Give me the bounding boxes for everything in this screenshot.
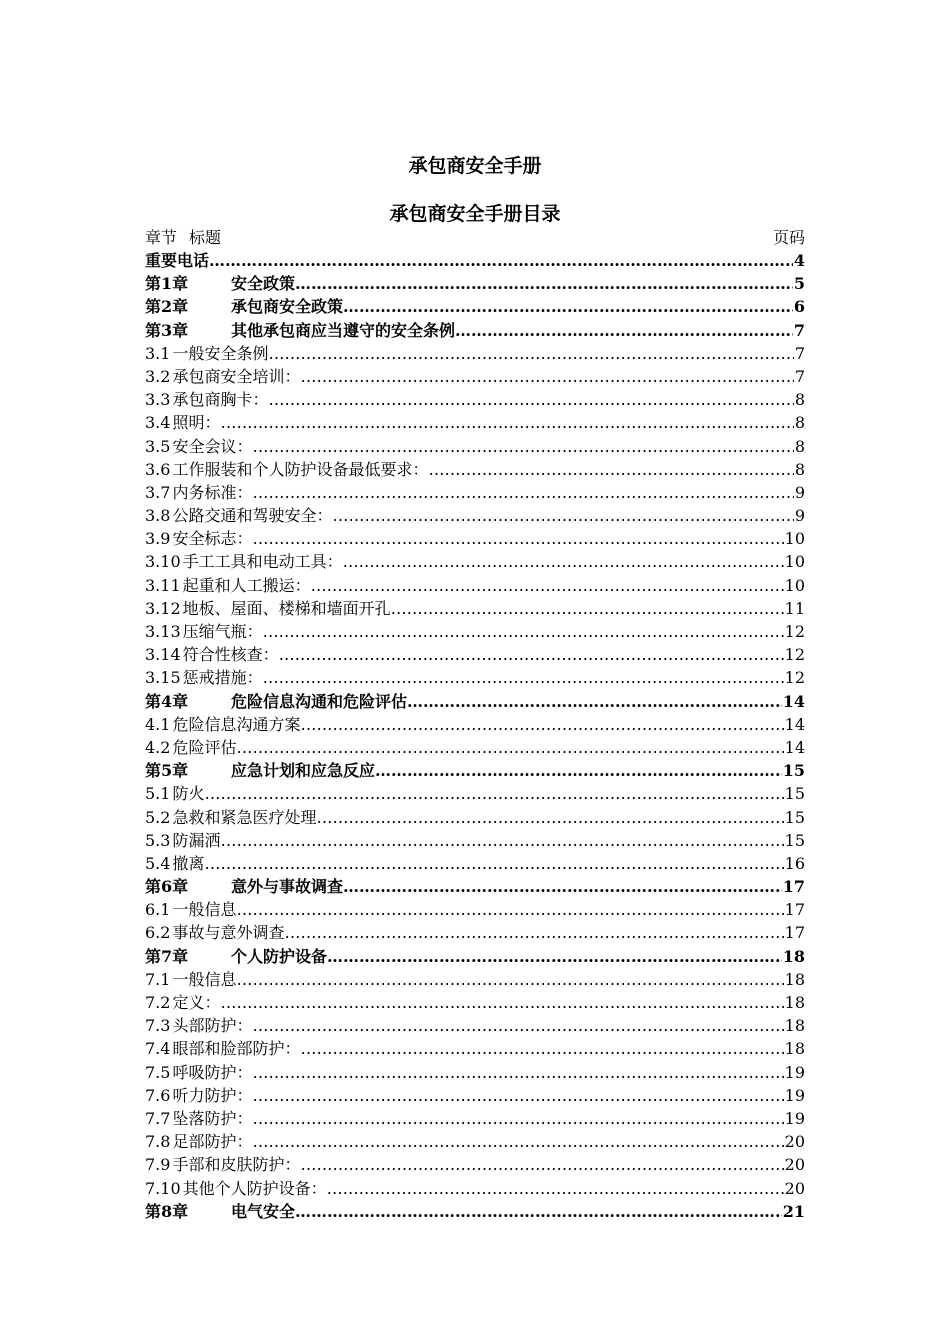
toc-entry-number: 7.5 bbox=[145, 1062, 171, 1082]
toc-section-entry[interactable] bbox=[145, 1084, 805, 1107]
toc-dot-leader bbox=[375, 759, 782, 782]
toc-entry-page: 18 bbox=[782, 946, 805, 966]
toc-entry-page: 5 bbox=[793, 274, 805, 294]
toc-section-entry[interactable] bbox=[145, 435, 805, 458]
toc-dot-leader bbox=[236, 898, 783, 921]
toc-entry-title: 急救和紧急医疗处理 bbox=[172, 807, 317, 827]
document-title: 承包商安全手册 bbox=[408, 155, 542, 177]
toc-dot-leader bbox=[428, 458, 793, 481]
toc-entry-number: 第1章 bbox=[145, 274, 189, 294]
toc-entry-title: 应急计划和应急反应 bbox=[231, 761, 376, 781]
toc-dot-leader bbox=[209, 249, 793, 272]
toc-section-entry[interactable] bbox=[145, 1061, 805, 1084]
toc-entry-title: 公路交通和驾驶安全： bbox=[172, 506, 333, 526]
toc-entry-number: 3.11 bbox=[145, 575, 181, 595]
toc-entry-page: 18 bbox=[784, 993, 805, 1012]
toc-dot-leader bbox=[300, 1037, 783, 1060]
toc-entry-number: 第7章 bbox=[145, 946, 189, 966]
toc-entry-title: 眼部和脸部防护： bbox=[172, 1039, 301, 1059]
toc-entry-number: 3.6 bbox=[145, 459, 171, 479]
toc-entry-page: 19 bbox=[784, 1085, 805, 1105]
toc-entry-title: 撤离 bbox=[172, 853, 205, 873]
toc-section-entry[interactable] bbox=[145, 713, 805, 736]
toc-dot-leader bbox=[252, 1107, 783, 1130]
toc-dot-leader bbox=[343, 550, 784, 573]
toc-header-title: 标题 bbox=[189, 228, 222, 247]
toc-list bbox=[145, 249, 805, 1223]
toc-section-entry[interactable] bbox=[145, 458, 805, 481]
toc-dot-leader bbox=[295, 272, 793, 295]
toc-entry-number: 7.2 bbox=[145, 993, 171, 1012]
toc-entry-page: 7 bbox=[794, 366, 805, 386]
toc-entry-title: 地板、屋面、楼梯和墙面开孔 bbox=[182, 598, 391, 618]
toc-entry-number: 7.1 bbox=[145, 969, 171, 989]
toc-chapter-entry[interactable] bbox=[145, 319, 805, 342]
toc-entry-title: 听力防护： bbox=[172, 1085, 253, 1105]
toc-dot-leader bbox=[252, 527, 783, 550]
toc-entry-title: 工作服装和个人防护设备最低要求： bbox=[172, 459, 429, 479]
toc-section-entry[interactable] bbox=[145, 898, 805, 921]
toc-entry-page: 14 bbox=[782, 691, 805, 711]
toc-section-entry[interactable] bbox=[145, 666, 805, 689]
toc-section-entry[interactable] bbox=[145, 1107, 805, 1130]
toc-entry-number: 7.6 bbox=[145, 1085, 171, 1105]
toc-entry-title: 安全会议： bbox=[172, 436, 253, 456]
toc-entry-number: 3.14 bbox=[145, 645, 181, 665]
toc-section-entry[interactable] bbox=[145, 620, 805, 643]
toc-section-entry[interactable] bbox=[145, 1153, 805, 1176]
toc-dot-leader bbox=[311, 574, 784, 597]
toc-entry-number: 3.8 bbox=[145, 506, 171, 526]
toc-entry-title: 一般信息 bbox=[172, 900, 237, 920]
toc-entry-page: 18 bbox=[784, 1016, 805, 1036]
toc-chapter-entry[interactable] bbox=[145, 1200, 805, 1223]
toc-entry-page: 10 bbox=[784, 529, 805, 549]
toc-entry-number: 6.1 bbox=[145, 900, 171, 920]
toc-dot-leader bbox=[300, 1153, 783, 1176]
toc-dot-leader bbox=[343, 295, 793, 318]
toc-dot-leader bbox=[279, 643, 784, 666]
toc-entry-title: 呼吸防护： bbox=[172, 1062, 253, 1082]
toc-dot-leader bbox=[327, 945, 782, 968]
toc-entry-number: 3.13 bbox=[145, 622, 181, 641]
toc-entry-number: 第3章 bbox=[145, 320, 189, 340]
toc-entry-page: 11 bbox=[784, 598, 805, 618]
toc-chapter-entry[interactable] bbox=[145, 249, 805, 272]
toc-entry-page: 14 bbox=[784, 737, 805, 757]
toc-section-entry[interactable] bbox=[145, 1014, 805, 1037]
toc-entry-title: 内务标准： bbox=[172, 482, 253, 502]
toc-chapter-entry[interactable] bbox=[145, 690, 805, 713]
toc-entry-title: 一般安全条例 bbox=[172, 343, 269, 363]
toc-entry-number: 3.5 bbox=[145, 436, 171, 456]
toc-dot-leader bbox=[268, 388, 793, 411]
toc-entry-number: 4.1 bbox=[145, 714, 171, 734]
toc-entry-number: 第4章 bbox=[145, 691, 189, 711]
toc-entry-number: 3.7 bbox=[145, 482, 171, 502]
toc-section-entry[interactable] bbox=[145, 806, 805, 829]
toc-entry-page: 21 bbox=[782, 1201, 805, 1221]
toc-dot-leader bbox=[236, 736, 783, 759]
toc-entry-number: 3.9 bbox=[145, 529, 171, 549]
toc-entry-page: 15 bbox=[784, 830, 805, 850]
toc-dot-leader bbox=[263, 666, 784, 689]
toc-entry-page: 6 bbox=[793, 297, 805, 317]
toc-entry-title: 起重和人工搬运： bbox=[182, 575, 311, 595]
toc-entry-page: 17 bbox=[784, 923, 805, 943]
toc-entry-page: 10 bbox=[784, 552, 805, 572]
toc-entry-number: 第8章 bbox=[145, 1201, 189, 1221]
toc-section-entry[interactable] bbox=[145, 504, 805, 527]
toc-entry-number: 第6章 bbox=[145, 877, 189, 897]
toc-entry-title: 防火 bbox=[172, 784, 205, 804]
toc-dot-leader bbox=[204, 782, 783, 805]
toc-entry-page: 12 bbox=[784, 622, 805, 641]
toc-entry-title: 坠落防护： bbox=[172, 1108, 253, 1128]
toc-entry-page: 18 bbox=[784, 1039, 805, 1059]
toc-dot-leader bbox=[220, 829, 783, 852]
toc-entry-number: 3.10 bbox=[145, 552, 181, 572]
toc-entry-page: 15 bbox=[784, 807, 805, 827]
toc-section-entry[interactable] bbox=[145, 1037, 805, 1060]
toc-section-entry[interactable] bbox=[145, 550, 805, 573]
toc-entry-number: 7.3 bbox=[145, 1016, 171, 1036]
toc-entry-title: 符合性核查： bbox=[182, 645, 279, 665]
toc-entry-page: 15 bbox=[782, 761, 805, 781]
toc-entry-title: 压缩气瓶： bbox=[182, 622, 263, 641]
table-of-contents bbox=[145, 226, 805, 1223]
toc-entry-page: 8 bbox=[794, 413, 805, 433]
toc-entry-number: 第5章 bbox=[145, 761, 189, 781]
toc-entry-title: 照明： bbox=[172, 413, 221, 433]
toc-entry-page: 20 bbox=[784, 1155, 805, 1175]
toc-dot-leader bbox=[295, 1200, 782, 1223]
toc-entry-number: 7.7 bbox=[145, 1108, 171, 1128]
toc-dot-leader bbox=[268, 342, 793, 365]
toc-entry-page: 18 bbox=[784, 969, 805, 989]
toc-entry-page: 12 bbox=[784, 668, 805, 688]
toc-entry-title: 其他承包商应当遵守的安全条例 bbox=[231, 320, 456, 340]
toc-entry-title: 足部防护： bbox=[172, 1132, 253, 1152]
toc-entry-number: 3.12 bbox=[145, 598, 181, 618]
toc-entry-page: 15 bbox=[784, 784, 805, 804]
toc-entry-title: 手工工具和电动工具： bbox=[182, 552, 343, 572]
toc-entry-number: 6.2 bbox=[145, 923, 171, 943]
toc-entry-title: 定义： bbox=[172, 993, 221, 1012]
toc-entry-title: 重要电话 bbox=[145, 251, 210, 270]
toc-entry-number: 7.10 bbox=[145, 1178, 181, 1198]
toc-section-entry[interactable] bbox=[145, 968, 805, 991]
toc-entry-title: 承包商胸卡： bbox=[172, 390, 269, 410]
toc-entry-title: 危险信息沟通和危险评估 bbox=[231, 691, 408, 711]
toc-section-entry[interactable] bbox=[145, 852, 805, 875]
toc-entry-page: 20 bbox=[784, 1132, 805, 1152]
toc-section-entry[interactable] bbox=[145, 736, 805, 759]
toc-dot-leader bbox=[252, 1061, 783, 1084]
toc-dot-leader bbox=[284, 921, 783, 944]
toc-dot-leader bbox=[332, 504, 793, 527]
toc-header-chapter: 章节 bbox=[145, 228, 178, 247]
toc-chapter-entry[interactable] bbox=[145, 875, 805, 898]
toc-entry-page: 17 bbox=[784, 900, 805, 920]
toc-dot-leader bbox=[391, 597, 784, 620]
toc-entry-number: 3.3 bbox=[145, 390, 171, 410]
toc-dot-leader bbox=[316, 806, 783, 829]
toc-entry-number: 5.1 bbox=[145, 784, 171, 804]
toc-entry-page: 8 bbox=[794, 436, 805, 456]
toc-section-entry[interactable] bbox=[145, 597, 805, 620]
toc-title: 承包商安全手册目录 bbox=[389, 203, 561, 225]
toc-entry-page: 14 bbox=[784, 714, 805, 734]
toc-section-entry[interactable] bbox=[145, 921, 805, 944]
toc-section-entry[interactable] bbox=[145, 527, 805, 550]
toc-dot-leader bbox=[204, 852, 783, 875]
toc-entry-page: 17 bbox=[782, 877, 805, 897]
toc-entry-title: 手部和皮肤防护： bbox=[172, 1155, 301, 1175]
toc-entry-page: 4 bbox=[793, 251, 805, 270]
toc-entry-title: 危险评估 bbox=[172, 737, 237, 757]
toc-entry-title: 惩戒措施： bbox=[182, 668, 263, 688]
toc-entry-title: 一般信息 bbox=[172, 969, 237, 989]
toc-section-entry[interactable] bbox=[145, 411, 805, 434]
toc-section-entry[interactable] bbox=[145, 574, 805, 597]
toc-dot-leader bbox=[407, 690, 782, 713]
toc-dot-leader bbox=[343, 875, 782, 898]
toc-dot-leader bbox=[455, 319, 793, 342]
toc-dot-leader bbox=[300, 365, 793, 388]
toc-chapter-entry[interactable] bbox=[145, 295, 805, 318]
toc-header bbox=[145, 226, 805, 249]
toc-section-entry[interactable] bbox=[145, 829, 805, 852]
toc-entry-number: 5.3 bbox=[145, 830, 171, 850]
toc-entry-title: 危险信息沟通方案 bbox=[172, 714, 301, 734]
toc-entry-number: 3.15 bbox=[145, 668, 181, 688]
toc-entry-page: 8 bbox=[794, 390, 805, 410]
toc-dot-leader bbox=[252, 1084, 783, 1107]
toc-section-entry[interactable] bbox=[145, 991, 805, 1014]
toc-entry-page: 9 bbox=[794, 506, 805, 526]
toc-entry-title: 安全政策 bbox=[231, 274, 296, 294]
toc-entry-number: 5.2 bbox=[145, 807, 171, 827]
toc-dot-leader bbox=[300, 713, 783, 736]
toc-entry-title: 承包商安全政策 bbox=[231, 297, 344, 317]
toc-dot-leader bbox=[252, 1014, 783, 1037]
toc-entry-page: 20 bbox=[784, 1178, 805, 1198]
toc-entry-title: 承包商安全培训： bbox=[172, 366, 301, 386]
toc-section-entry[interactable] bbox=[145, 342, 805, 365]
toc-entry-page: 12 bbox=[784, 645, 805, 665]
toc-chapter-entry[interactable] bbox=[145, 759, 805, 782]
toc-section-entry[interactable] bbox=[145, 1130, 805, 1153]
toc-entry-page: 19 bbox=[784, 1108, 805, 1128]
toc-entry-page: 7 bbox=[793, 320, 805, 340]
toc-dot-leader bbox=[263, 620, 784, 643]
toc-dot-leader bbox=[220, 991, 783, 1014]
toc-entry-title: 头部防护： bbox=[172, 1016, 253, 1036]
toc-section-entry[interactable] bbox=[145, 388, 805, 411]
toc-section-entry[interactable] bbox=[145, 365, 805, 388]
toc-entry-number: 7.9 bbox=[145, 1155, 171, 1175]
toc-entry-page: 7 bbox=[794, 343, 805, 363]
toc-entry-number: 第2章 bbox=[145, 297, 189, 317]
toc-dot-leader bbox=[252, 481, 793, 504]
toc-section-entry[interactable] bbox=[145, 643, 805, 666]
toc-dot-leader bbox=[327, 1177, 784, 1200]
toc-entry-page: 8 bbox=[794, 459, 805, 479]
toc-entry-title: 电气安全 bbox=[231, 1201, 296, 1221]
toc-entry-title: 安全标志： bbox=[172, 529, 253, 549]
toc-entry-number: 3.1 bbox=[145, 343, 171, 363]
toc-entry-title: 个人防护设备 bbox=[231, 946, 328, 966]
toc-entry-page: 10 bbox=[784, 575, 805, 595]
toc-entry-number: 7.4 bbox=[145, 1039, 171, 1059]
toc-dot-leader bbox=[252, 435, 793, 458]
toc-entry-number: 4.2 bbox=[145, 737, 171, 757]
toc-header-page: 页码 bbox=[772, 228, 805, 247]
toc-entry-number: 7.8 bbox=[145, 1132, 171, 1152]
toc-dot-leader bbox=[252, 1130, 783, 1153]
toc-entry-page: 9 bbox=[794, 482, 805, 502]
toc-dot-leader bbox=[236, 968, 783, 991]
toc-entry-number: 5.4 bbox=[145, 853, 171, 873]
toc-entry-number: 3.4 bbox=[145, 413, 171, 433]
toc-entry-title: 防漏洒 bbox=[172, 830, 221, 850]
toc-dot-leader bbox=[220, 411, 793, 434]
toc-section-entry[interactable] bbox=[145, 782, 805, 805]
toc-entry-title: 意外与事故调查 bbox=[231, 877, 344, 897]
toc-entry-page: 19 bbox=[784, 1062, 805, 1082]
toc-section-entry[interactable] bbox=[145, 1177, 805, 1200]
toc-entry-title: 其他个人防护设备： bbox=[182, 1178, 327, 1198]
toc-entry-page: 16 bbox=[784, 853, 805, 873]
toc-entry-number: 3.2 bbox=[145, 366, 171, 386]
toc-entry-title: 事故与意外调查 bbox=[172, 923, 285, 943]
toc-chapter-entry[interactable] bbox=[145, 945, 805, 968]
toc-chapter-entry[interactable] bbox=[145, 272, 805, 295]
toc-section-entry[interactable] bbox=[145, 481, 805, 504]
